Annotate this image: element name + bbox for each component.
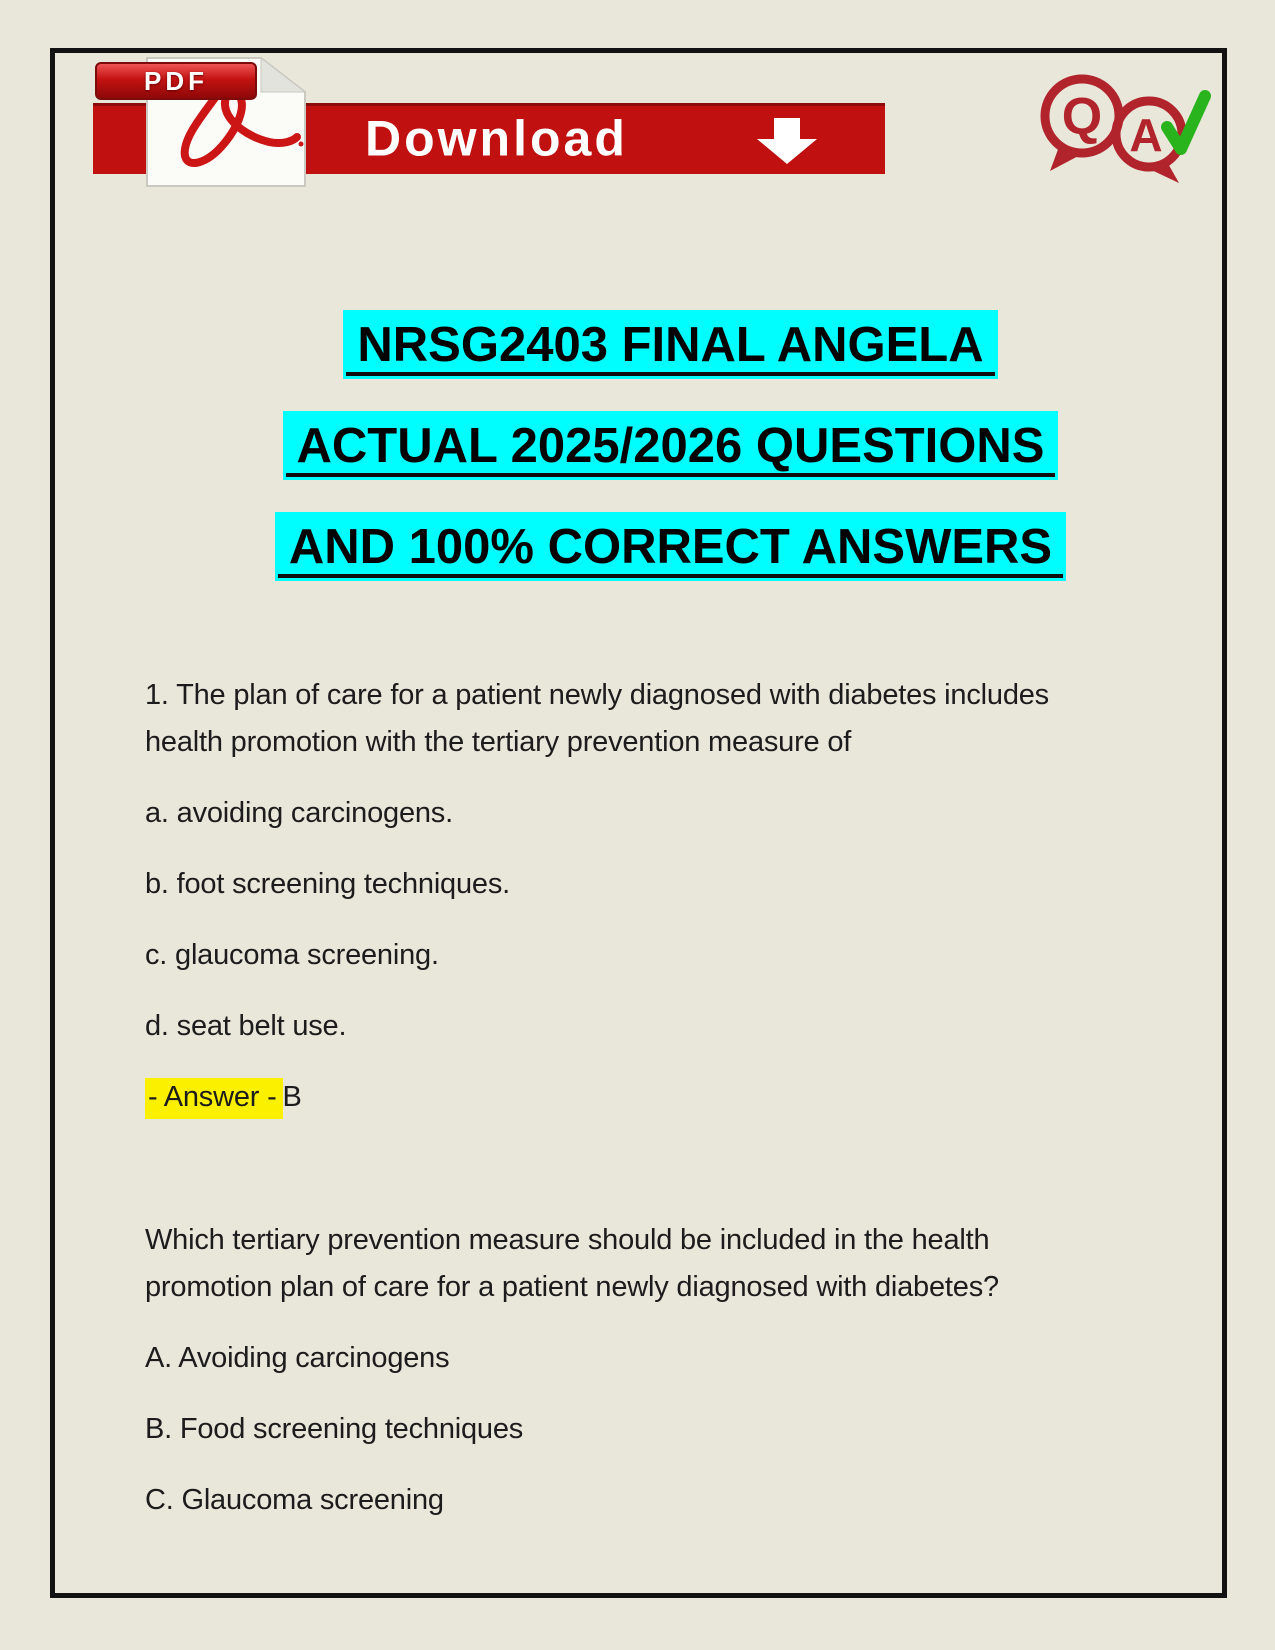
question-2-text [145,1217,1130,1311]
answer-highlight: - Answer - [145,1078,283,1119]
title-line [126,310,1215,379]
option-item: d. seat belt use. [145,1010,347,1042]
option-item: b. foot screening techniques. [145,868,510,900]
question-1-line: health promotion with the tertiary prevention measure of [145,726,852,758]
checkmark-icon [1167,96,1205,149]
answer-line [145,1074,1130,1121]
download-arrow-icon [757,118,817,164]
question-2-line: promotion plan of care for a patient newly diagnosed with diabetes? [145,1271,999,1303]
title-line [126,512,1215,581]
title-line [126,411,1215,480]
qa-logo-a: A [1129,109,1163,161]
question-1-line: 1. The plan of care for a patient newly diagnosed with diabetes includes [145,679,1049,711]
title-highlight: AND 100% CORRECT ANSWERS [275,512,1066,581]
answer-value: B [282,1081,302,1113]
download-label[interactable]: Download [365,110,628,167]
question-1-text [145,672,1130,766]
option-item: C. Glaucoma screening [145,1484,444,1516]
qa-logo [1032,70,1214,192]
pdf-badge [95,62,257,100]
question-content [145,672,1130,1524]
question-2-line: Which tertiary prevention measure should be included in the health [145,1224,990,1256]
qa-logo-q: Q [1061,88,1103,146]
option-item: c. glaucoma screening. [145,939,439,971]
option-item: B. Food screening techniques [145,1413,524,1445]
document-title [60,310,1215,613]
title-highlight: ACTUAL 2025/2026 QUESTIONS [283,411,1059,480]
option-item: a. avoiding carcinogens. [145,797,453,829]
pdf-badge-label: PDF [144,65,208,96]
title-highlight: NRSG2403 FINAL ANGELA [343,310,997,379]
option-item: A. Avoiding carcinogens [145,1342,450,1374]
